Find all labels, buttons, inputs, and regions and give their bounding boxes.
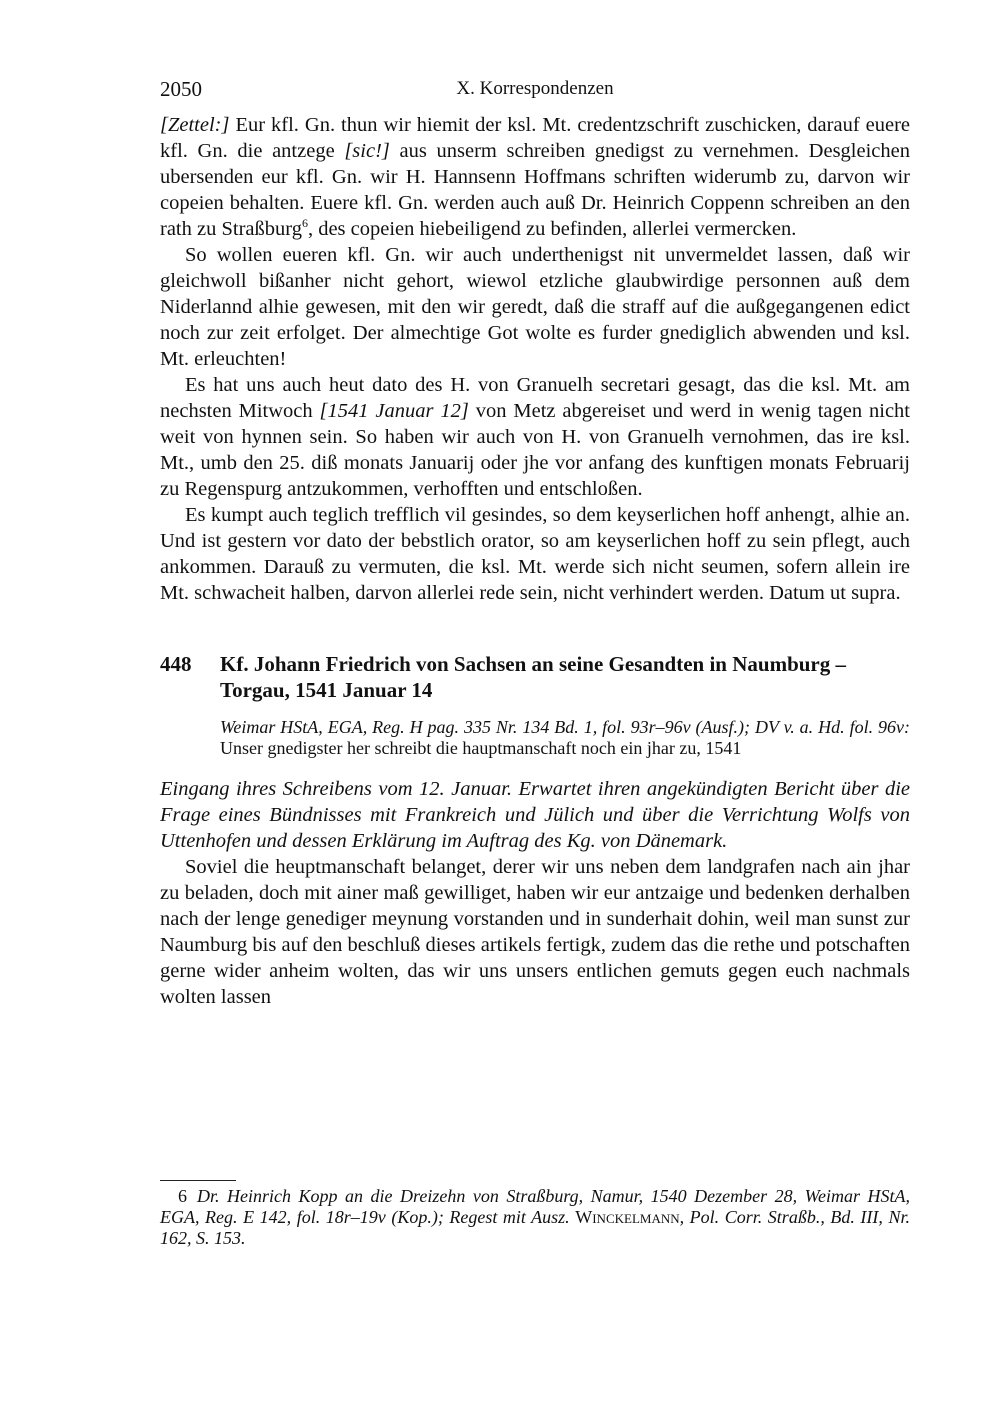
footnote-mark: 6 <box>178 1186 187 1206</box>
document-title: Kf. Johann Friedrich von Sachsen an seine Gesandten in Naumburg – Torgau, 1541 Januar 14 <box>220 652 847 702</box>
footnote-divider <box>160 1180 236 1181</box>
granvelle-text-2: von Metz abgereiset und werd in wenig tagen nicht weit von hynnen sein. So haben wir auch von H. von Granuelh vernohmen, das ire ksl. Mt., umb den 25. diß monats Januarij oder jhe vor anfang des kunftigen monats Februarij zu Regenspurg antzukommen, verhofften und entschloßen. <box>160 400 910 500</box>
footnote-author: Winckelmann <box>575 1207 680 1227</box>
page-number: 2050 <box>160 77 202 101</box>
zettel-text-3: , des copeien hiebeiligend zu befinden, allerlei vermercken. <box>307 218 797 240</box>
footnote-6 <box>160 1186 910 1249</box>
granvelle-text-1: Es hat uns auch heut dato des H. von Granuelh secretari gesagt, das die ksl. Mt. am nechsten Mitwoch <box>160 374 910 422</box>
running-head <box>160 76 910 104</box>
paragraph-granvelle <box>160 372 910 502</box>
zettel-text-2: aus unserm schreiben gnedigst zu vernehmen. Desgleichen ubersenden eur kfl. Gn. wir H. Hannsenn Hoffmans schriften widerumb zu, darvon wir copeien behalten. Euere kfl. Gn. werden auch auß Dr. Heinrich Coppenn schreiben an den rath zu Straßburg <box>160 140 910 240</box>
source-note <box>220 717 910 759</box>
footnote-ref-6[interactable]: 6 <box>301 216 308 230</box>
paragraph-heuptmanschaft: Soviel die heuptmanschaft belanget, derer wir uns neben dem landgrafen nach ain jhar zu beladen, doch mit ainer maß gewilliget, haben wir eur antzaige und bedenken derhalben nach der lenge genediger meynung vorstanden und in sunderhait dohin, weil man sunst zur Naumburg bis auf den beschluß dieses artikels fertigk, zudem das die rethe und potschaften gerne wider anheim wolten, das wir uns unsers entlichen gemuts gegen euch nachmals wolten lassen <box>160 856 910 1008</box>
document-number: 448 <box>160 652 192 676</box>
page-content <box>160 76 910 1010</box>
zettel-tag: [Zettel:] <box>160 114 230 136</box>
source-dorsal-note: Unser gnedigster her schreibt die hauptmanschaft noch ein jhar zu, 1541 <box>220 738 742 758</box>
paragraph-edict: So wollen eueren kfl. Gn. wir auch underthenigst nit unvermeldet lassen, daß wir gleichwoll bißanher nicht gehort, wiewol etzliche glaubwirdige personnen auß dem Niderlannd alhie gewesen, mit den wir geredt, daß die straff auf die außgegangenen edict noch zur zeit erfolget. Der almechtige Got wolte es furder gnediglich abwenden und ksl. Mt. erleuchten! <box>160 244 910 370</box>
paragraph-zettel <box>160 112 910 242</box>
footnote-text-1: Dr. Heinrich Kopp an die Dreizehn von Straßburg, Namur, 1540 Dezember 28, Weimar HStA, EGA, Reg. E 142, fol. 18r–19v (Kop.); Regest mit Ausz. <box>160 1186 910 1227</box>
footnote-text-2: , Pol. Corr. Straßb., Bd. III, Nr. 162, S. 153. <box>160 1207 910 1248</box>
date-note: [1541 Januar 12] <box>319 400 469 422</box>
paragraph-gesinde: Es kumpt auch teglich trefflich vil gesindes, so dem keyserlichen hoff anhengt, alhie an. Und ist gestern vor dato der bebstlich orator, so am keyserlichen hoff zu sein pflegt, auch ankommen. Darauß zu vermuten, die ksl. Mt. werde sich nicht seumen, sofern allein ire Mt. schwacheit halben, darvon allerlei rede sein, nicht verhindert werden. Datum ut supra. <box>160 504 910 604</box>
document-heading <box>160 651 910 703</box>
source-archive: Weimar HStA, EGA, Reg. H pag. 335 Nr. 134 Bd. 1, fol. 93r–96v (Ausf.); DV v. a. Hd. fol. 96v: <box>220 717 910 737</box>
sic-note: [sic!] <box>344 140 390 162</box>
running-title: X. Korrespondenzen <box>456 78 614 99</box>
document-summary: Eingang ihres Schreibens vom 12. Januar. Erwartet ihren angekündigten Bericht über die Frage eines Bündnisses mit Frankreich und Jülich und über die Verrichtung Wolfs von Uttenhofen und dessen Erklärung im Auftrag des Kg. von Dänemark. <box>160 778 910 852</box>
zettel-text-1: Eur kfl. Gn. thun wir hiemit der ksl. Mt. credentzschrift zuschicken, darauf euere kfl. Gn. die antzege <box>160 114 910 162</box>
